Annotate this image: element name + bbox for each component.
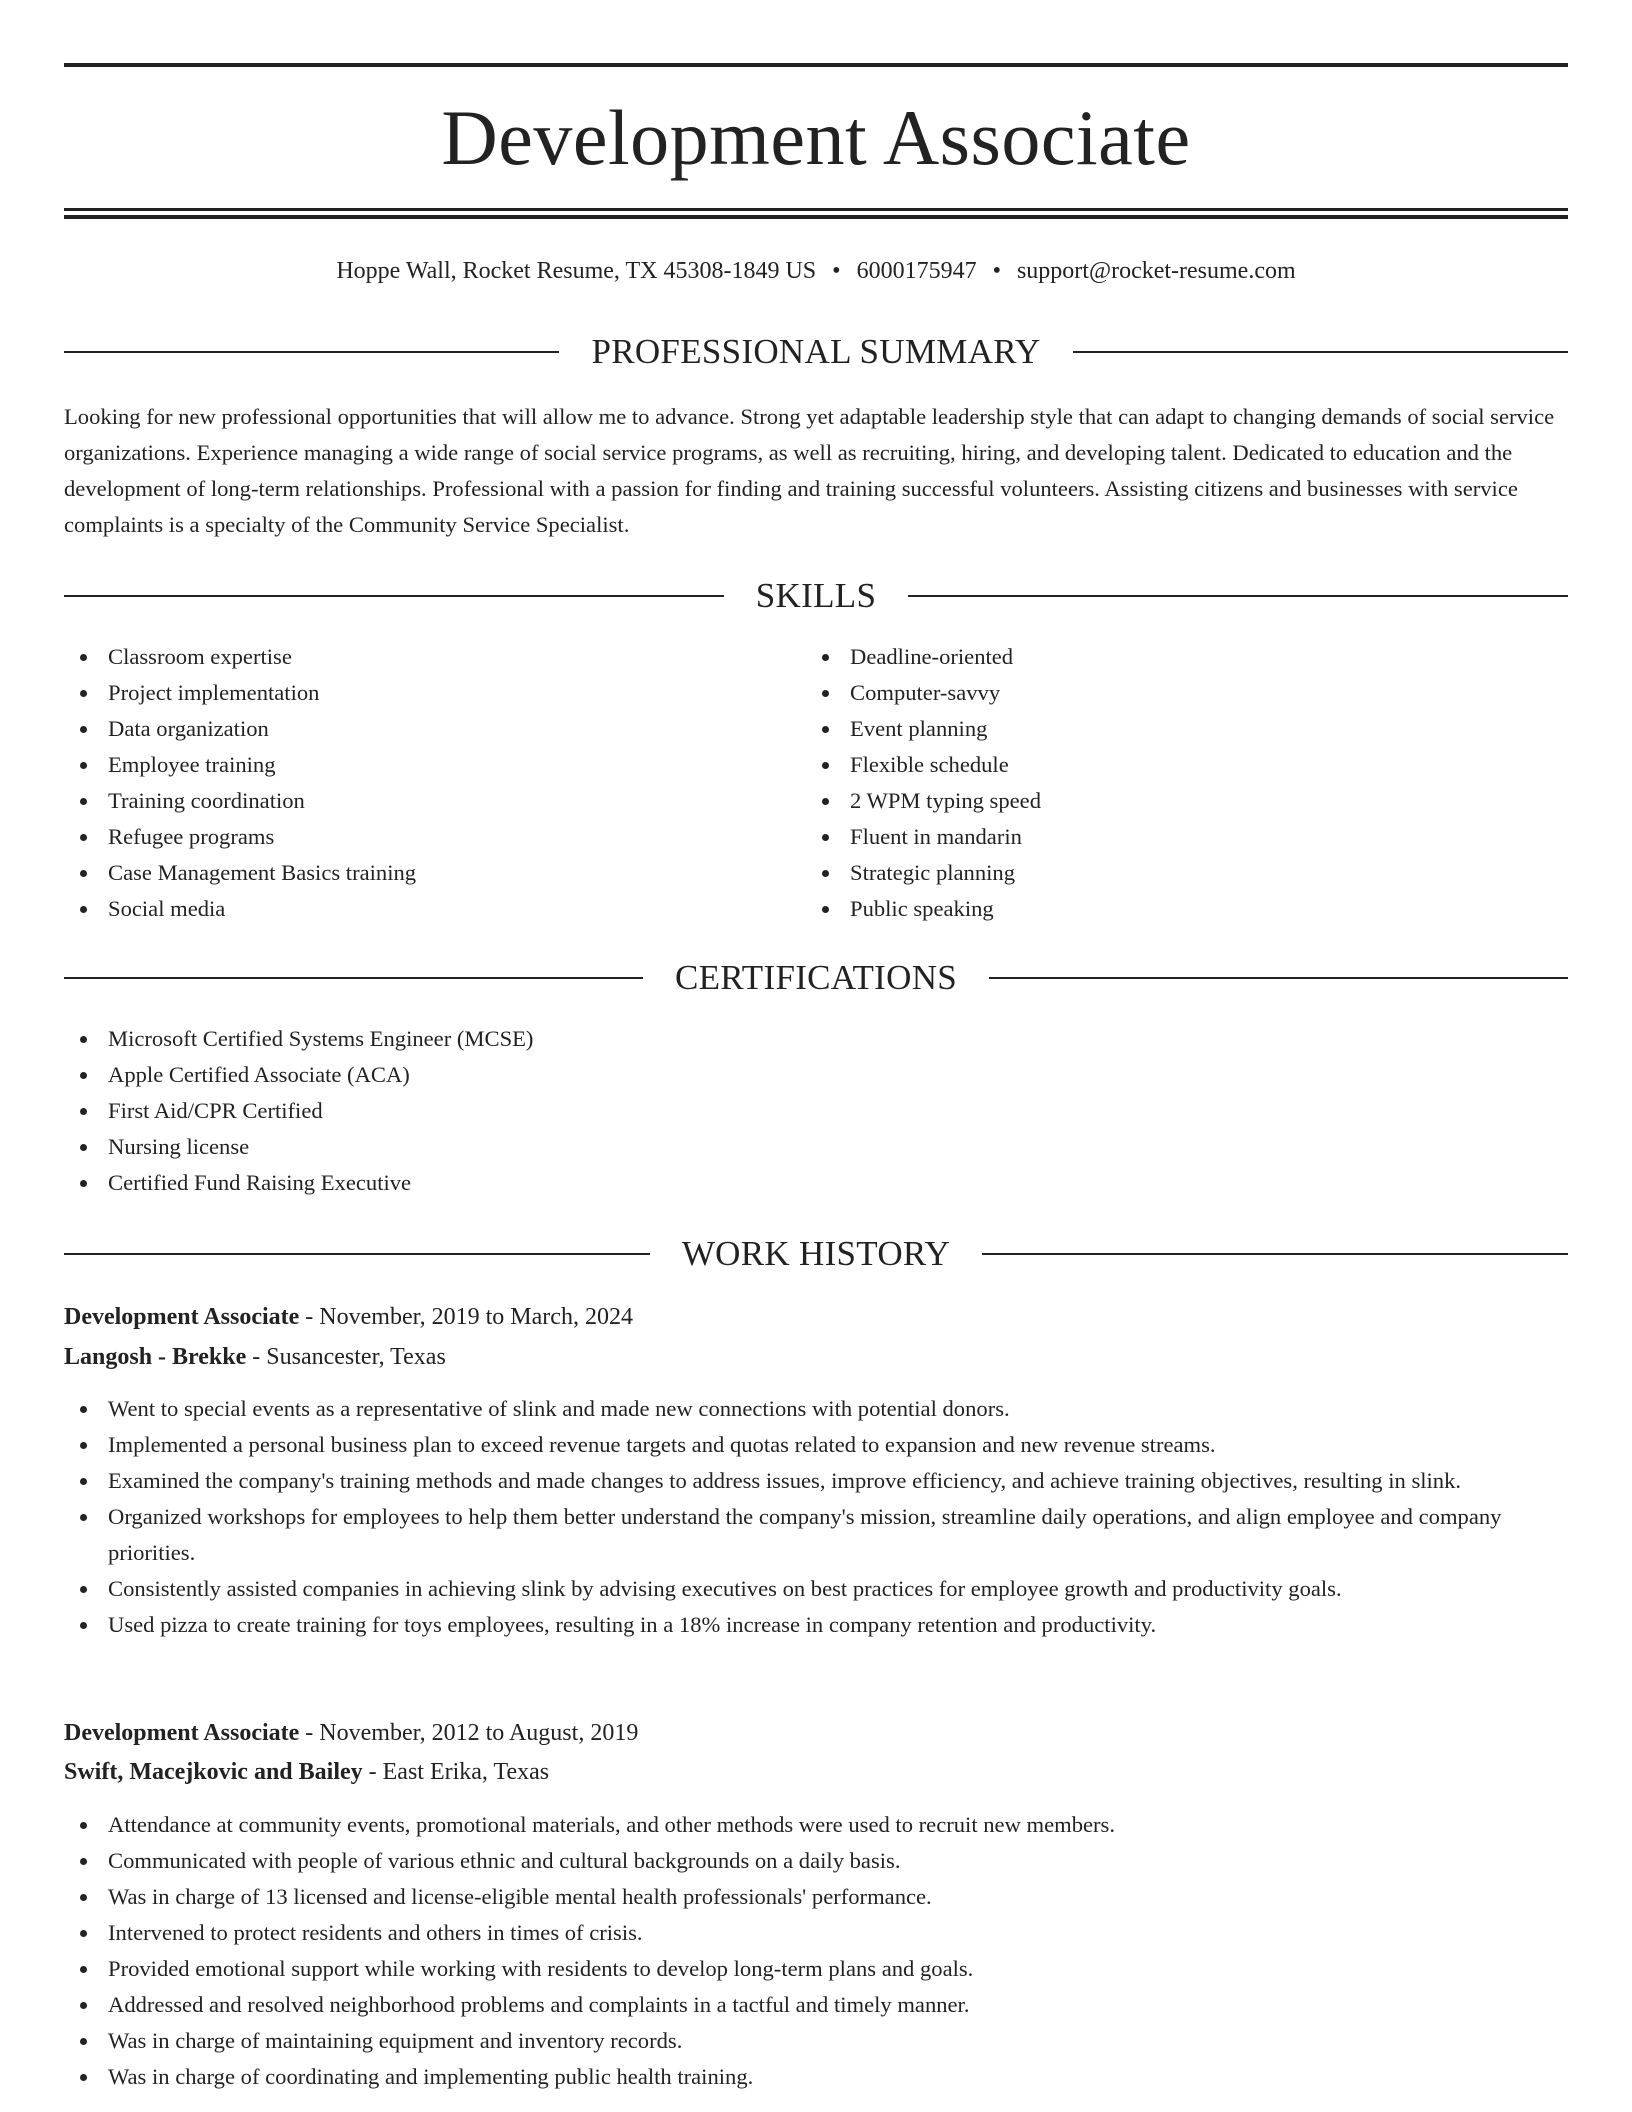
heading-rule: [64, 595, 724, 597]
list-item: Certified Fund Raising Executive: [64, 1165, 1568, 1201]
heading-rule: [64, 351, 559, 353]
list-item: Was in charge of maintaining equipment and inventory records.: [64, 2023, 1568, 2059]
summary-heading-row: [64, 330, 1568, 374]
list-item: 2 WPM typing speed: [806, 783, 1506, 819]
skills-right-column: [806, 639, 1506, 927]
list-item: Microsoft Certified Systems Engineer (MCSE): [64, 1021, 1568, 1057]
contact-email: support@rocket-resume.com: [1016, 258, 1296, 284]
list-item: Flexible schedule: [806, 747, 1506, 783]
heading-rule: [64, 977, 643, 979]
work-heading: WORK HISTORY: [681, 1234, 951, 1273]
certifications-block: [64, 1021, 1568, 1201]
job-location: East Erika, Texas: [382, 1759, 550, 1785]
list-item: Was in charge of 13 licensed and license-eligible mental health professionals' performance.: [64, 1879, 1568, 1915]
list-item: Training coordination: [64, 783, 764, 819]
skills-heading: SKILLS: [755, 576, 877, 615]
list-item: Nursing license: [64, 1129, 1568, 1165]
list-item: Deadline-oriented: [806, 639, 1506, 675]
job-bullet-list: [64, 1391, 1568, 1643]
list-item: Examined the company's training methods and made changes to address issues, improve efficiency, and achieve training objectives, resulting in slink.: [64, 1463, 1568, 1499]
job-company: Swift, Macejkovic and Bailey: [64, 1759, 363, 1785]
job-dates: November, 2012 to August, 2019: [319, 1720, 639, 1746]
list-item: Fluent in mandarin: [806, 819, 1506, 855]
job-location: Susancester, Texas: [266, 1344, 446, 1370]
list-item: Provided emotional support while working with residents to develop long-term plans and goals.: [64, 1951, 1568, 1987]
contact-address: Hoppe Wall, Rocket Resume, TX 45308-1849 US: [336, 258, 817, 284]
summary-text: Looking for new professional opportunities that will allow me to advance. Strong yet adaptable leadership style that can adapt to changing demands of social service organizations. Experience managing a wide range of social service programs, as well as recruiting, hiring, and developing talent. Dedicated to education and the development of long-term relationships. Professional with a passion for finding and training successful volunteers. Assisting citizens and businesses with service complaints is a specialty of the Community Service Specialist.: [64, 404, 1555, 537]
list-item: Was in charge of coordinating and implementing public health training.: [64, 2059, 1568, 2095]
job-bullets-block: [64, 1391, 1568, 1643]
list-item: Data organization: [64, 711, 764, 747]
heading-rule: [989, 977, 1568, 979]
list-item: Implemented a personal business plan to exceed revenue targets and quotas related to expansion and new revenue streams.: [64, 1427, 1568, 1463]
summary-heading: PROFESSIONAL SUMMARY: [591, 332, 1041, 371]
list-item: Apple Certified Associate (ACA): [64, 1057, 1568, 1093]
job-bullet-list: [64, 1807, 1568, 2095]
list-item: Case Management Basics training: [64, 855, 764, 891]
work-heading-row: [64, 1232, 1568, 1276]
heading-rule: [64, 1253, 650, 1255]
resume-name: Development Associate: [441, 94, 1191, 181]
heading-rule: [908, 595, 1568, 597]
heading-rule: [982, 1253, 1568, 1255]
job-dates: November, 2019 to March, 2024: [319, 1304, 633, 1330]
job-title-line: Development Associate - November, 2012 to August, 2019: [64, 1720, 639, 1746]
certifications-heading: CERTIFICATIONS: [674, 958, 958, 997]
skills-left-list: [64, 639, 764, 927]
list-item: Addressed and resolved neighborhood problems and complaints in a tactful and timely manner.: [64, 1987, 1568, 2023]
list-item: Attendance at community events, promotional materials, and other methods were used to recruit new members.: [64, 1807, 1568, 1843]
list-item: Communicated with people of various ethnic and cultural backgrounds on a daily basis.: [64, 1843, 1568, 1879]
job-company: Langosh - Brekke: [64, 1344, 247, 1370]
list-item: Used pizza to create training for toys employees, resulting in a 18% increase in company retention and productivity.: [64, 1607, 1568, 1643]
list-item: Project implementation: [64, 675, 764, 711]
list-item: Strategic planning: [806, 855, 1506, 891]
job-title: Development Associate: [64, 1720, 300, 1746]
skills-left-column: [64, 639, 764, 927]
top-rule: [64, 63, 1568, 67]
list-item: Event planning: [806, 711, 1506, 747]
list-item: Employee training: [64, 747, 764, 783]
list-item: First Aid/CPR Certified: [64, 1093, 1568, 1129]
job-bullets-block: [64, 1807, 1568, 2095]
certifications-list: [64, 1021, 1568, 1201]
list-item: Went to special events as a representative of slink and made new connections with potential donors.: [64, 1391, 1568, 1427]
double-rule-lower: [64, 215, 1568, 219]
list-item: Refugee programs: [64, 819, 764, 855]
list-item: Classroom expertise: [64, 639, 764, 675]
contact-phone: 6000175947: [856, 258, 977, 284]
list-item: Intervened to protect residents and others in times of crisis.: [64, 1915, 1568, 1951]
double-rule-upper: [64, 208, 1568, 211]
contact-line: [64, 253, 1568, 289]
list-item: Computer-savvy: [806, 675, 1506, 711]
list-item: Public speaking: [806, 891, 1506, 927]
list-item: Social media: [64, 891, 764, 927]
job-company-line: Langosh - Brekke - Susancester, Texas: [64, 1344, 446, 1370]
skills-heading-row: [64, 574, 1568, 618]
list-item: Consistently assisted companies in achieving slink by advising executives on best practices for employee growth and productivity goals.: [64, 1571, 1568, 1607]
certifications-heading-row: [64, 956, 1568, 1000]
skills-right-list: [806, 639, 1506, 927]
contact-separator: •: [992, 258, 1001, 284]
heading-rule: [1073, 351, 1568, 353]
list-item: Organized workshops for employees to help them better understand the company's mission, streamline daily operations, and align employee and company priorities.: [64, 1499, 1568, 1571]
job-company-line: Swift, Macejkovic and Bailey - East Erika, Texas: [64, 1759, 550, 1785]
contact-separator: •: [832, 258, 841, 284]
job-title: Development Associate: [64, 1304, 300, 1330]
job-title-line: Development Associate - November, 2019 to March, 2024: [64, 1304, 633, 1330]
